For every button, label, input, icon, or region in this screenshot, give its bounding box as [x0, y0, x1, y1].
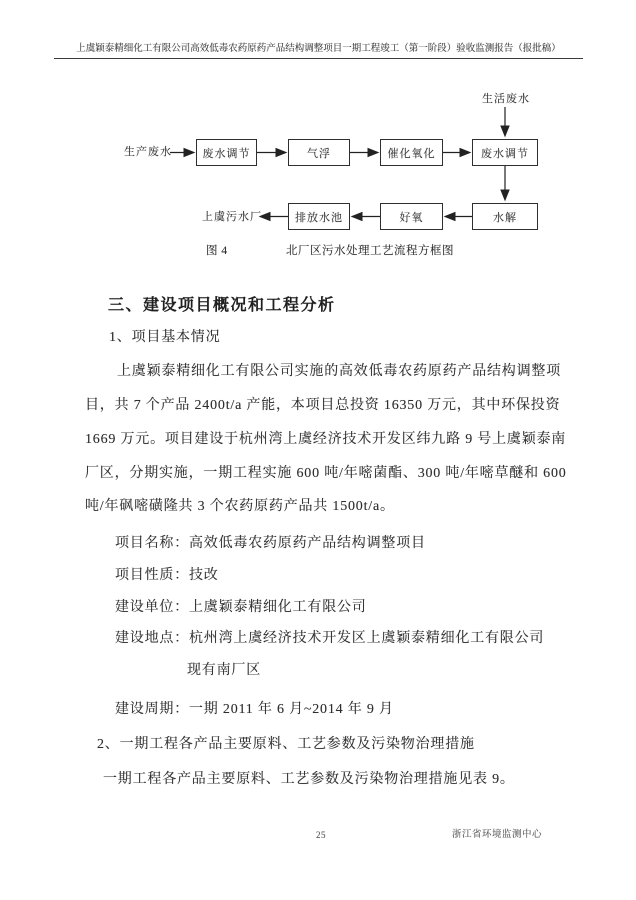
- flow-box-aerobic: 好氧: [380, 203, 443, 230]
- flow-box-hydrolysis: 水解: [472, 203, 538, 230]
- field-construction-period: 建设周期：一期 2011 年 6 月~2014 年 9 月: [115, 702, 394, 717]
- figure-caption-label: 图 4: [206, 245, 228, 257]
- subsection-2-title: 2、一期工程各产品主要原料、工艺参数及污染物治理措施: [97, 737, 475, 752]
- field-construction-unit: 建设单位：上虞颖泰精细化工有限公司: [115, 600, 367, 615]
- paragraph2-line: 一期工程各产品主要原料、工艺参数及污染物治理措施见表 9。: [103, 772, 515, 787]
- footer-page-number: 25: [316, 830, 326, 840]
- paragraph1-line-3: 1669 万元。项目建设于杭州湾上虞经济技术开发区纬九路 9 号上虞颖泰南: [85, 432, 567, 447]
- flow-box-wastewater-regulation-2: 废水调节: [472, 139, 538, 166]
- figure-caption-title: 北厂区污水处理工艺流程方框图: [286, 245, 454, 257]
- field-project-name: 项目名称：高效低毒农药原药产品结构调整项目: [115, 536, 426, 551]
- paragraph1-line-4: 厂区，分期实施，一期工程实施 600 吨/年嘧菌酯、300 吨/年嘧草醚和 600: [85, 466, 567, 481]
- subsection-1-title: 1、项目基本情况: [109, 330, 221, 345]
- flow-input-domestic-wastewater: 生活废水: [482, 93, 530, 105]
- paragraph1-line-1: 上虞颖泰精细化工有限公司实施的高效低毒农药原药产品结构调整项: [117, 364, 561, 379]
- flow-box-discharge-pool: 排放水池: [288, 203, 350, 230]
- doc-header-title: 上虞颖泰精细化工有限公司高效低毒农药原药产品结构调整项目一期工程竣工（第一阶段）验收监测报告（报批稿）: [54, 40, 583, 59]
- flow-input-production-wastewater: 生产废水: [124, 146, 172, 158]
- field-construction-site-continued: 现有南厂区: [187, 663, 261, 678]
- footer-organization: 浙江省环境监测中心: [452, 830, 543, 840]
- section-heading: 三、建设项目概况和工程分析: [108, 297, 336, 314]
- flow-box-catalytic-oxidation: 催化氧化: [380, 139, 443, 166]
- flow-box-wastewater-regulation-1: 废水调节: [196, 139, 257, 166]
- paragraph1-line-2: 目，共 7 个产品 2400t/a 产能，本项目总投资 16350 万元，其中环保投资: [85, 398, 561, 413]
- flow-box-air-flotation: 气浮: [288, 139, 350, 166]
- field-project-nature: 项目性质：技改: [115, 568, 219, 583]
- field-construction-site: 建设地点：杭州湾上虞经济技术开发区上虞颖泰精细化工有限公司: [115, 631, 545, 646]
- paragraph1-line-5: 吨/年砜嘧磺隆共 3 个农药原药产品共 1500t/a。: [85, 499, 395, 514]
- flow-output-sewage-plant: 上虞污水厂: [202, 211, 262, 223]
